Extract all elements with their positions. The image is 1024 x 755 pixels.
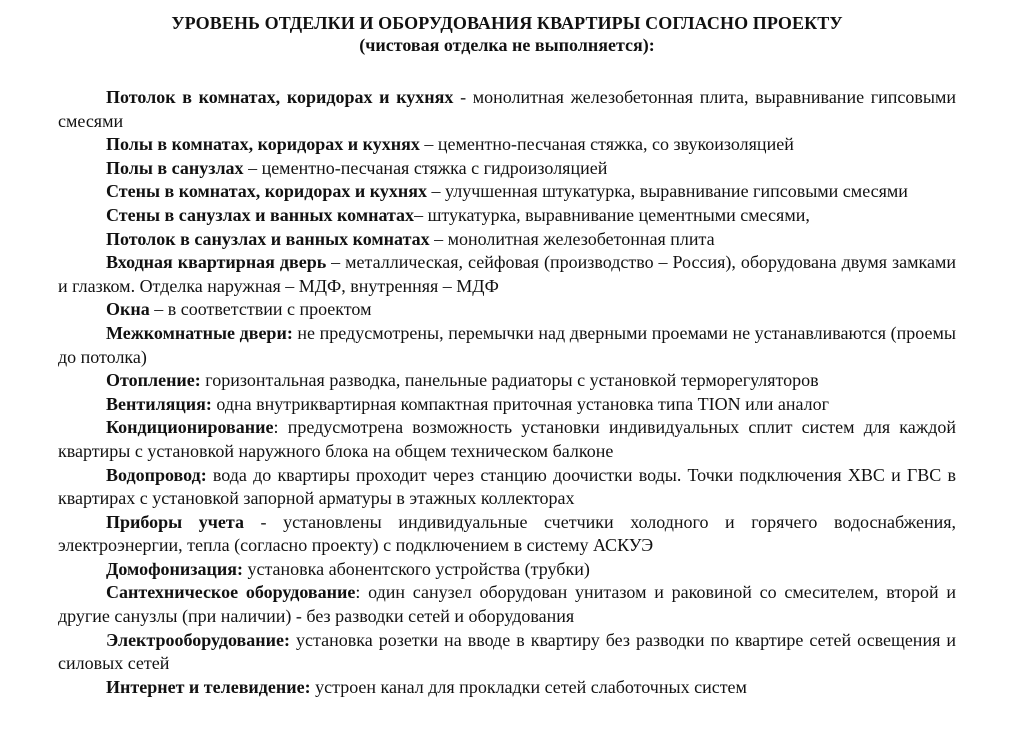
- spec-term: Отопление:: [106, 370, 201, 391]
- spec-air-conditioning: [58, 416, 956, 463]
- spec-description: – штукатурка, выравнивание цементными смесями,: [414, 204, 810, 225]
- spec-electrical: [58, 629, 956, 676]
- document-title: УРОВЕНЬ ОТДЕЛКИ И ОБОРУДОВАНИЯ КВАРТИРЫ СОГЛАСНО ПРОЕКТУ: [171, 13, 843, 33]
- spec-meters: [58, 511, 956, 558]
- spec-description: – улучшенная штукатурка, выравнивание гипсовыми смесями: [427, 181, 908, 202]
- spec-description: устроен канал для прокладки сетей слаботочных систем: [310, 676, 747, 697]
- spec-term: Входная квартирная дверь: [106, 252, 327, 273]
- spec-floors-rooms: [58, 133, 956, 157]
- spec-description: горизонтальная разводка, панельные радиаторы с установкой терморегуляторов: [200, 370, 819, 391]
- spec-description: – в соответствии с проектом: [149, 299, 372, 320]
- spec-term: Потолок в санузлах и ванных комнатах: [106, 228, 430, 249]
- spec-description: не предусмотрены, перемычки над дверными проемами не устанавливаются (проемы до потолка): [58, 322, 956, 367]
- spec-description: : предусмотрена возможность установки индивидуальных сплит систем для каждой квартиры с установкой наружного блока на общем техническом балконе: [58, 417, 956, 461]
- spec-description: вода до квартиры проходит через станцию доочистки воды. Точки подключения ХВС и ГВС в квартирах с установкой запорной арматуры в этажных коллекторах: [58, 464, 956, 509]
- spec-ceiling-rooms: [58, 86, 956, 133]
- spec-ceiling-bathrooms: [58, 228, 956, 252]
- spec-term: Приборы учета: [106, 511, 244, 532]
- spec-walls-bathrooms: [58, 204, 956, 228]
- spec-term: Водопровод:: [106, 464, 207, 485]
- spec-description: : один санузел оборудован унитазом и раковиной со смесителем, второй и другие санузлы (при наличии) - без разводки сетей и оборудования: [58, 582, 956, 627]
- spec-description: – металлическая, сейфовая (производство – Россия), оборудована двумя замками и глазком. Отделка наружная – МДФ, внутренняя – МДФ: [58, 252, 956, 296]
- spec-description: одна внутриквартирная компактная приточная установка типа TION или аналог: [211, 393, 829, 414]
- spec-plumbing: [58, 581, 956, 628]
- spec-term: Полы в санузлах: [106, 157, 244, 178]
- spec-ventilation: [58, 393, 956, 417]
- spec-term: Стены в санузлах и ванных комнатах: [106, 204, 415, 225]
- spec-walls-rooms: [58, 180, 956, 204]
- spec-term: Потолок в комнатах, коридорах и кухнях: [106, 87, 454, 107]
- specification-list: [58, 86, 956, 699]
- spec-interior-doors: [58, 322, 956, 369]
- spec-heating: [58, 369, 956, 393]
- spec-term: Кондиционирование: [106, 417, 274, 438]
- spec-windows: [58, 298, 956, 322]
- spec-description: установка розетки на вводе в квартиру без разводки по квартире сетей освещения и силовых сетей: [58, 629, 956, 674]
- spec-description: - монолитная железобетонная плита, выравнивание гипсовыми смесями: [58, 87, 956, 131]
- spec-term: Стены в комнатах, коридорах и кухнях: [106, 181, 427, 202]
- spec-description: – монолитная железобетонная плита: [429, 228, 715, 249]
- spec-term: Сантехническое оборудование: [106, 582, 356, 603]
- spec-description: установка абонентского устройства (трубки): [242, 558, 590, 579]
- document-subtitle: (чистовая отделка не выполняется):: [359, 35, 655, 55]
- spec-term: Полы в комнатах, коридорах и кухнях: [106, 134, 420, 155]
- spec-intercom: [58, 558, 956, 582]
- spec-term: Вентиляция:: [106, 393, 212, 414]
- spec-floors-bathrooms: [58, 157, 956, 181]
- spec-internet-tv: [58, 676, 956, 700]
- spec-term: Окна: [106, 299, 150, 320]
- spec-water-supply: [58, 464, 956, 511]
- spec-description: – цементно-песчаная стяжка, со звукоизоляцией: [419, 134, 794, 155]
- spec-description: - установлены индивидуальные счетчики холодного и горячего водоснабжения, электроэнергии, тепла (согласно проекту) с подключением в систему АСКУЭ: [58, 511, 956, 556]
- spec-term: Межкомнатные двери:: [106, 322, 293, 343]
- spec-term: Интернет и телевидение:: [106, 676, 311, 697]
- spec-description: – цементно-песчаная стяжка с гидроизоляцией: [243, 157, 608, 178]
- spec-term: Домофонизация:: [106, 558, 243, 579]
- spec-entrance-door: [58, 251, 956, 298]
- spec-term: Электрооборудование:: [106, 629, 291, 650]
